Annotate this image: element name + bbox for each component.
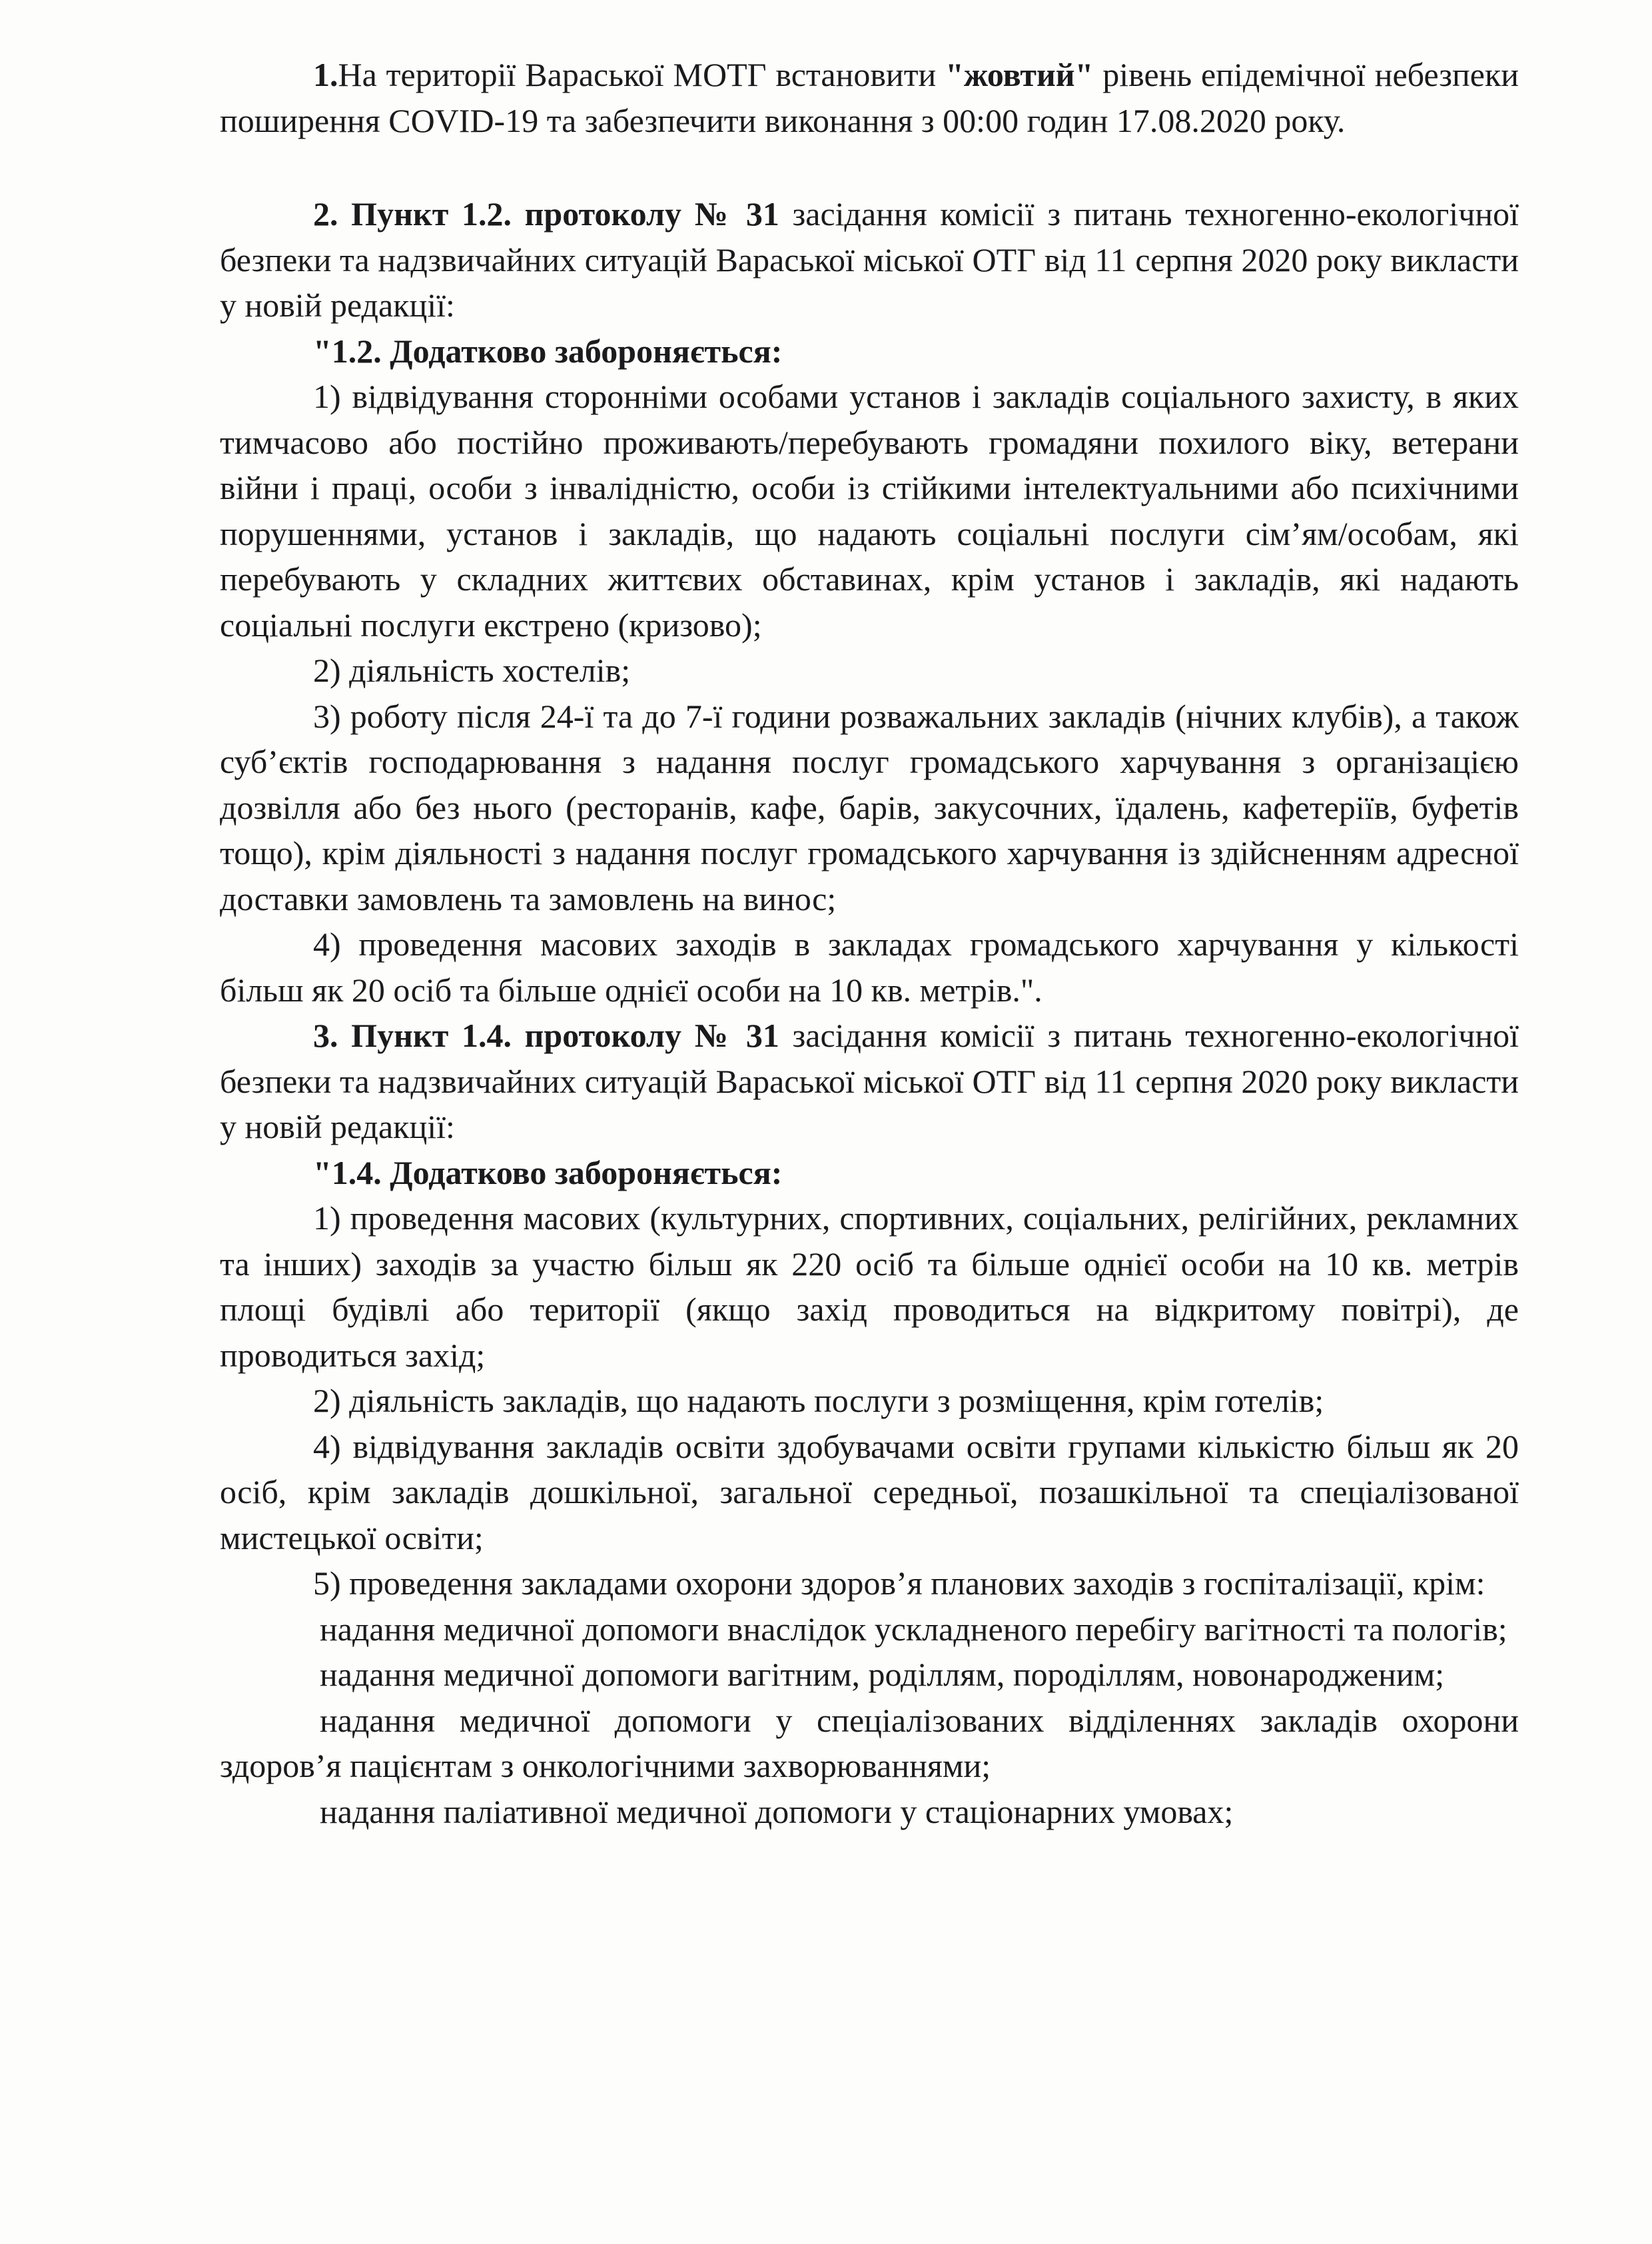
section-1-text-pre: На території Вараської МОТГ встановити	[338, 56, 946, 93]
section-3-exception-1: надання медичної допомоги внаслідок ускладненого перебігу вагітності та пологів;	[320, 1610, 1507, 1648]
section-3-item-1: 1) проведення масових (культурних, спортивних, соціальних, релігійних, рекламних та інших) заходів за участю більш як 220 осіб та більше однієї особи на 10 кв. метрів площі будівлі або території (якщо захід проводиться на відкритому повітрі), де проводиться захід;	[220, 1199, 1519, 1374]
section-1-level-emphasis: "жовтий"	[945, 56, 1094, 93]
section-3-lead-text: засідання комісії з питань техногенно-екологічної безпеки та надзвичайних ситуацій Вараської міської ОТГ від 11 серпня 2020 року викласти у новій редакції:	[220, 1017, 1519, 1145]
section-3-lead	[220, 1013, 1519, 1150]
section-1-number: 1.	[313, 56, 338, 93]
document-body	[220, 52, 1519, 1834]
section-3-exception-2: надання медичної допомоги вагітним, роділлям, породіллям, новонародженим;	[320, 1656, 1445, 1693]
section-3-item-2: 2) діяльність закладів, що надають послуги з розміщення, крім готелів;	[313, 1382, 1324, 1419]
section-2-item-3: 3) роботу після 24-ї та до 7-ї години розважальних закладів (нічних клубів), а також суб’єктів господарювання з надання послуг громадського харчування з організацією дозвілля або без нього (ресторанів, кафе, барів, закусочних, їдалень, кафетеріїв, буфетів тощо), крім діяльності з надання послуг громадського харчування із здійсненням адресної доставки замовлень та замовлень на винос;	[220, 697, 1519, 917]
section-3-exception-3: надання медичної допомоги у спеціалізованих відділеннях закладів охорони здоров’я пацієнтам з онкологічними захворюваннями;	[220, 1701, 1519, 1784]
section-2-item-2: 2) діяльність хостелів;	[313, 652, 631, 689]
section-2-lead-text: засідання комісії з питань техногенно-екологічної безпеки та надзвичайних ситуацій Вараської міської ОТГ від 11 серпня 2020 року викласти у новій редакції:	[220, 195, 1519, 324]
section-2-lead-bold: 2. Пункт 1.2. протоколу № 31	[313, 195, 779, 233]
section-2-item-4: 4) проведення масових заходів в закладах громадського харчування у кількості більш як 20 осіб та більше однієї особи на 10 кв. метрів.".	[220, 925, 1519, 1009]
section-2-item-1: 1) відвідування сторонніми особами установ і закладів соціального захисту, в яких тимчасово або постійно проживають/перебувають громадяни похилого віку, ветерани війни і праці, особи з інвалідністю, особи із стійкими інтелектуальними або психічними порушеннями, установ і закладів, що надають соціальні послуги сім’ям/особам, які перебувають у складних життєвих обставинах, крім установ і закладів, які надають соціальні послуги екстрено (кризово);	[220, 378, 1519, 644]
section-3-item-5: 5) проведення закладами охорони здоров’я планових заходів з госпіталізації, крім:	[313, 1564, 1485, 1602]
section-2-heading: "1.2. Додатково забороняється:	[313, 332, 783, 370]
section-1-paragraph	[220, 52, 1519, 143]
section-3-heading: "1.4. Додатково забороняється:	[313, 1153, 783, 1191]
section-3-item-4: 4) відвідування закладів освіти здобувачами освіти групами кількістю більш як 20 осіб, крім закладів дошкільної, загальної середньої, позашкільної та спеціалізованої мистецької освіти;	[220, 1427, 1519, 1556]
section-3-lead-bold: 3. Пункт 1.4. протоколу № 31	[313, 1017, 779, 1054]
section-3-exception-4: надання паліативної медичної допомоги у стаціонарних умовах;	[320, 1792, 1234, 1830]
section-1-text-post: рівень епідемічної небезпеки поширення COVID-19 та забезпечити виконання з 00:00 годин 17.08.2020 року.	[220, 56, 1519, 139]
section-2-lead	[220, 191, 1519, 328]
